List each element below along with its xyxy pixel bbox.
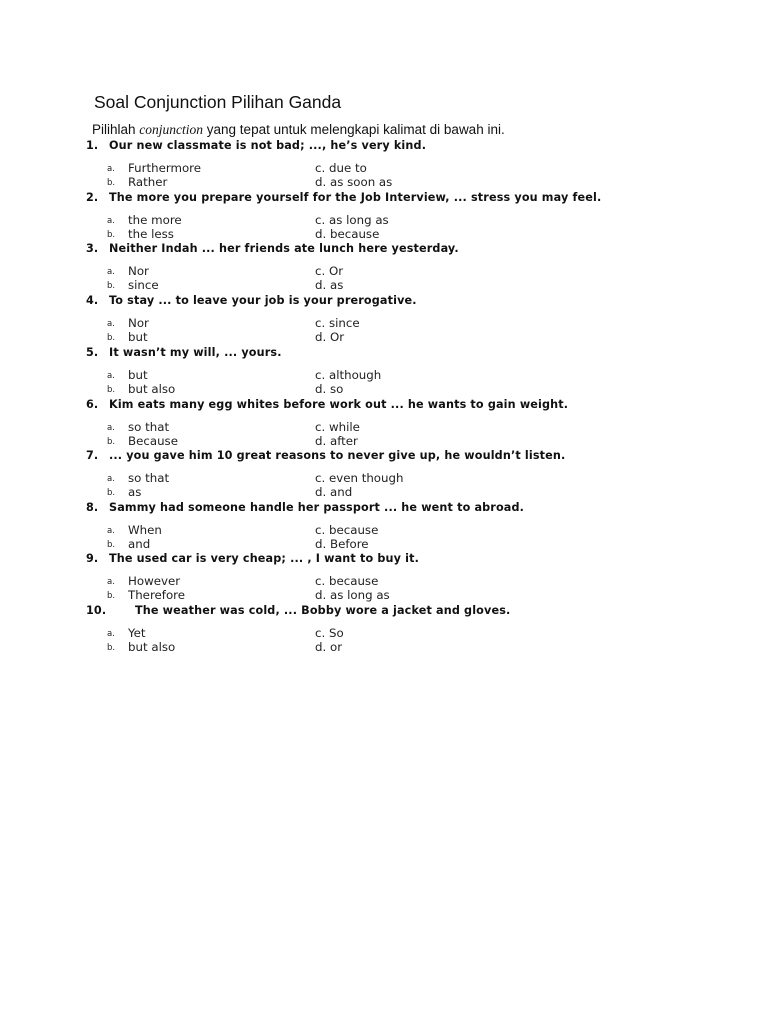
question-number: 5. xyxy=(86,346,99,359)
option-b xyxy=(107,588,185,603)
question-stem xyxy=(86,345,282,360)
option-a xyxy=(107,523,162,538)
option-a xyxy=(107,316,149,331)
option-text: Because xyxy=(128,434,178,448)
option-text: However xyxy=(128,574,181,588)
option-b xyxy=(107,175,167,190)
option-b xyxy=(107,537,150,552)
option-b xyxy=(107,434,178,449)
option-text: the less xyxy=(128,227,174,241)
option-a xyxy=(107,161,201,176)
option-a xyxy=(107,264,149,279)
option-a xyxy=(107,471,169,486)
question-stem xyxy=(86,603,510,618)
question-number: 6. xyxy=(86,398,99,411)
question-item xyxy=(0,448,768,500)
option-letter: a. xyxy=(107,526,115,536)
option-a xyxy=(107,420,169,435)
option-c: c. while xyxy=(315,420,360,434)
question-text: The more you prepare yourself for the Job Interview, ... stress you may feel. xyxy=(109,191,602,204)
question-text: Sammy had someone handle her passport ... he went to abroad. xyxy=(109,501,525,514)
question-text: The used car is very cheap; ... , I want to buy it. xyxy=(109,552,419,565)
option-text: Therefore xyxy=(128,588,186,602)
question-stem xyxy=(86,500,524,515)
instruction-before: Pilihlah xyxy=(92,122,140,137)
option-c: c. as long as xyxy=(315,213,389,227)
option-letter: b. xyxy=(107,230,116,240)
option-c: c. because xyxy=(315,523,379,537)
option-letter: a. xyxy=(107,629,115,639)
question-number: 9. xyxy=(86,552,99,565)
question-number: 10. xyxy=(86,604,107,617)
option-d: d. after xyxy=(315,434,358,448)
option-text: Yet xyxy=(128,626,146,640)
option-a xyxy=(107,626,146,641)
option-d: d. Before xyxy=(315,537,369,551)
question-number: 4. xyxy=(86,294,99,307)
option-c: c. since xyxy=(315,316,360,330)
question-item xyxy=(0,603,768,655)
option-text: since xyxy=(128,278,159,292)
option-b xyxy=(107,330,148,345)
option-c: c. Or xyxy=(315,264,344,278)
option-letter: b. xyxy=(107,333,116,343)
option-d: d. because xyxy=(315,227,380,241)
question-item xyxy=(0,138,768,190)
question-stem xyxy=(86,551,419,566)
option-c: c. So xyxy=(315,626,344,640)
question-text: Kim eats many egg whites before work out ... he wants to gain weight. xyxy=(109,398,569,411)
instruction-after: yang tepat untuk melengkapi kalimat di bawah ini. xyxy=(203,122,505,137)
question-number: 7. xyxy=(86,449,99,462)
option-text: and xyxy=(128,537,151,551)
option-b xyxy=(107,278,159,293)
option-b xyxy=(107,640,175,655)
option-text: so that xyxy=(128,471,170,485)
option-d: d. as long as xyxy=(315,588,390,602)
option-b xyxy=(107,382,175,397)
option-letter: b. xyxy=(107,488,116,498)
page-title: Soal Conjunction Pilihan Ganda xyxy=(94,92,342,112)
option-letter: b. xyxy=(107,281,116,291)
option-b xyxy=(107,227,174,242)
option-letter: b. xyxy=(107,643,116,653)
question-text: ... you gave him 10 great reasons to never give up, he wouldn’t listen. xyxy=(109,449,566,462)
option-text: Nor xyxy=(128,316,149,330)
question-text: Neither Indah ... her friends ate lunch here yesterday. xyxy=(109,242,459,255)
option-letter: a. xyxy=(107,319,115,329)
question-stem xyxy=(86,397,568,412)
option-letter: a. xyxy=(107,216,115,226)
question-item xyxy=(0,345,768,397)
question-item xyxy=(0,500,768,552)
option-c: c. because xyxy=(315,574,379,588)
option-d: d. Or xyxy=(315,330,345,344)
option-text: the more xyxy=(128,213,182,227)
question-text: The weather was cold, ... Bobby wore a jacket and gloves. xyxy=(135,604,511,617)
option-letter: b. xyxy=(107,437,116,447)
question-item xyxy=(0,241,768,293)
option-letter: b. xyxy=(107,178,116,188)
option-text: but xyxy=(128,368,148,382)
question-stem xyxy=(86,241,459,256)
option-letter: a. xyxy=(107,164,115,174)
option-text: so that xyxy=(128,420,170,434)
option-a xyxy=(107,213,182,228)
option-d: d. or xyxy=(315,640,343,654)
question-item xyxy=(0,190,768,242)
option-text: Rather xyxy=(128,175,168,189)
option-d: d. and xyxy=(315,485,353,499)
option-letter: a. xyxy=(107,423,115,433)
question-number: 2. xyxy=(86,191,99,204)
question-stem xyxy=(86,448,565,463)
question-number: 3. xyxy=(86,242,99,255)
question-item xyxy=(0,293,768,345)
option-d: d. as soon as xyxy=(315,175,393,189)
question-stem xyxy=(86,190,601,205)
question-text: To stay ... to leave your job is your prerogative. xyxy=(109,294,417,307)
question-text: It wasn’t my will, ... yours. xyxy=(109,346,282,359)
option-text: but xyxy=(128,330,148,344)
option-text: but also xyxy=(128,382,176,396)
question-item xyxy=(0,397,768,449)
question-number: 1. xyxy=(86,139,99,152)
option-c: c. due to xyxy=(315,161,367,175)
question-number: 8. xyxy=(86,501,99,514)
option-letter: a. xyxy=(107,267,115,277)
option-c: c. even though xyxy=(315,471,404,485)
question-item xyxy=(0,551,768,603)
option-letter: b. xyxy=(107,591,116,601)
option-letter: a. xyxy=(107,474,115,484)
option-d: d. as xyxy=(315,278,344,292)
question-stem xyxy=(86,293,417,308)
option-c: c. although xyxy=(315,368,382,382)
option-d: d. so xyxy=(315,382,344,396)
option-text: Furthermore xyxy=(128,161,202,175)
option-a xyxy=(107,574,180,589)
instruction-term: conjunction xyxy=(139,122,204,137)
option-letter: a. xyxy=(107,577,115,587)
question-text: Our new classmate is not bad; ..., he’s very kind. xyxy=(109,139,427,152)
option-letter: a. xyxy=(107,371,115,381)
option-text: Nor xyxy=(128,264,149,278)
option-text: but also xyxy=(128,640,176,654)
option-letter: b. xyxy=(107,385,116,395)
option-text: as xyxy=(128,485,142,499)
option-b xyxy=(107,485,141,500)
option-letter: b. xyxy=(107,540,116,550)
question-stem xyxy=(86,138,426,153)
option-text: When xyxy=(128,523,162,537)
option-a xyxy=(107,368,148,383)
